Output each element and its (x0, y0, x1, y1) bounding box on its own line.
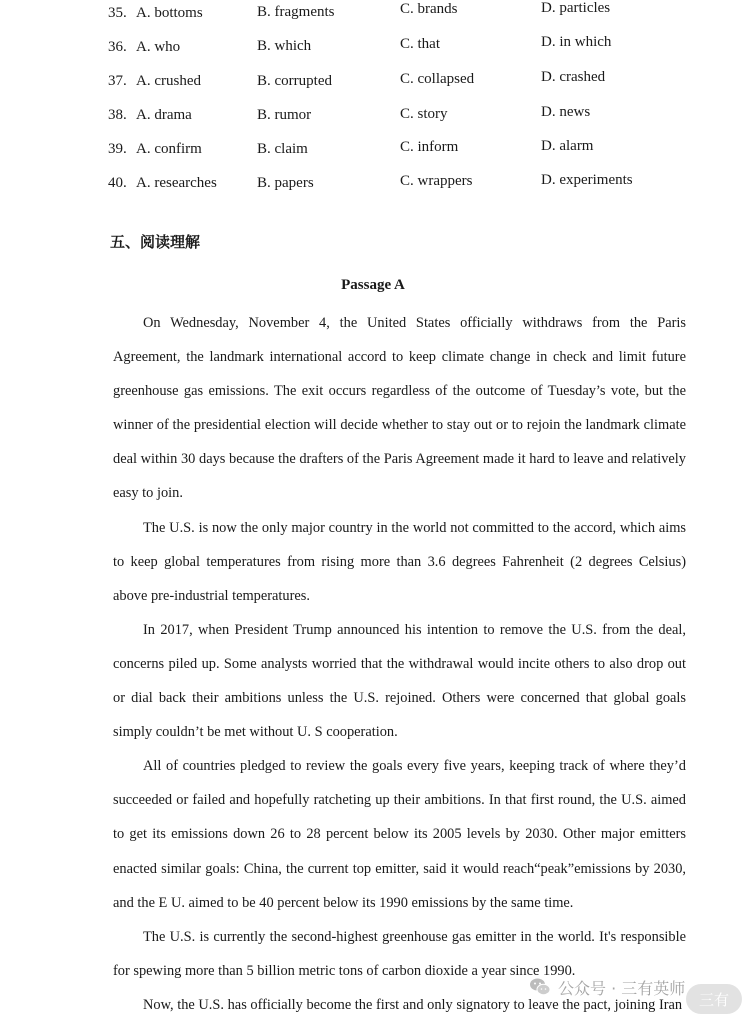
corner-logo: 三有 (686, 984, 742, 1014)
option-a: A. confirm (136, 141, 202, 157)
option-b: B. claim (257, 141, 308, 157)
option-row (0, 34, 746, 65)
passage-body (113, 306, 686, 1022)
option-c: C. story (400, 106, 448, 122)
question-number: 40. (108, 175, 127, 191)
option-b: B. fragments (257, 4, 335, 20)
question-number: 39. (108, 141, 127, 157)
question-number: 36. (108, 39, 127, 55)
option-c: C. collapsed (400, 71, 475, 87)
option-a: A. drama (136, 107, 192, 123)
option-a: A. researches (136, 175, 217, 191)
paragraph: The U.S. is currently the second-highest greenhouse gas emitter in the world. It's responsible for spewing more than 5 billion metric tons of carbon dioxide a year since 1990. (113, 928, 686, 979)
watermark-text: 公众号 · 三有英师 (558, 978, 686, 998)
option-d: D. alarm (541, 138, 594, 154)
option-d: D. experiments (541, 172, 633, 188)
option-d: D. particles (541, 0, 611, 16)
option-row (0, 138, 746, 167)
wechat-icon (528, 975, 552, 999)
option-b: B. rumor (257, 107, 312, 123)
paragraph: In 2017, when President Trump announced his intention to remove the U.S. from the deal, concerns piled up. Some analysts worried that the withdrawal would incite others to also drop out or dial back their ambitions unless the U.S. rejoined. Others were concerned that global goals simply couldn’t be met without U. S cooperation. (113, 621, 686, 741)
paragraph: On Wednesday, November 4, the United States officially withdraws from the Paris Agreement, the landmark international accord to keep climate change in check and limit future greenhouse gas emissions. The exit occurs regardless of the outcome of Tuesday’s vote, but the winner of the presidential election will decide whether to stay out or to rejoin the landmark climate deal within 30 days because the drafters of the Paris Agreement made it hard to leave and relatively easy to join. (113, 315, 686, 502)
option-d: D. crashed (541, 69, 606, 85)
passage-title: Passage A (341, 277, 405, 293)
option-c: C. wrappers (400, 173, 473, 189)
option-a: A. bottoms (136, 5, 203, 21)
option-row (0, 172, 746, 201)
paragraph: All of countries pledged to review the goals every five years, keeping track of where they’d succeeded or failed and hopefully ratcheting up their ambitions. In that first round, the U.S. aimed to get its emissions down 26 to 28 percent below its 2005 levels by 2030. Other major emitters enacted similar goals: China, the current top emitter, said it would reach“peak”emissions by 2030, and the E U. aimed to be 40 percent below its 1990 emissions by the same time. (113, 758, 686, 911)
section-title: 五、阅读理解 (110, 233, 201, 251)
paragraph: Now, the U.S. has officially become the first and only signatory to leave the pact, joining Iran (143, 996, 683, 1013)
option-row (0, 0, 746, 31)
question-number: 38. (108, 107, 127, 123)
option-b: B. corrupted (257, 73, 332, 89)
option-c: C. brands (400, 1, 458, 17)
option-a: A. crushed (136, 73, 201, 89)
watermark (528, 972, 685, 1002)
option-d: D. news (541, 104, 591, 120)
option-c: C. inform (400, 139, 459, 155)
option-b: B. papers (257, 175, 314, 191)
option-row (0, 69, 746, 99)
option-a: A. who (136, 39, 181, 55)
option-c: C. that (400, 36, 440, 52)
question-number: 35. (108, 5, 127, 21)
option-d: D. in which (541, 34, 612, 50)
option-row (0, 104, 746, 133)
paragraph: The U.S. is now the only major country in the world not committed to the accord, which aims to keep global temperatures from rising more than 3.6 degrees Fahrenheit (2 degrees Celsius) above pre-industrial temperatures. (113, 519, 686, 604)
option-b: B. which (257, 38, 312, 54)
question-number: 37. (108, 73, 127, 89)
